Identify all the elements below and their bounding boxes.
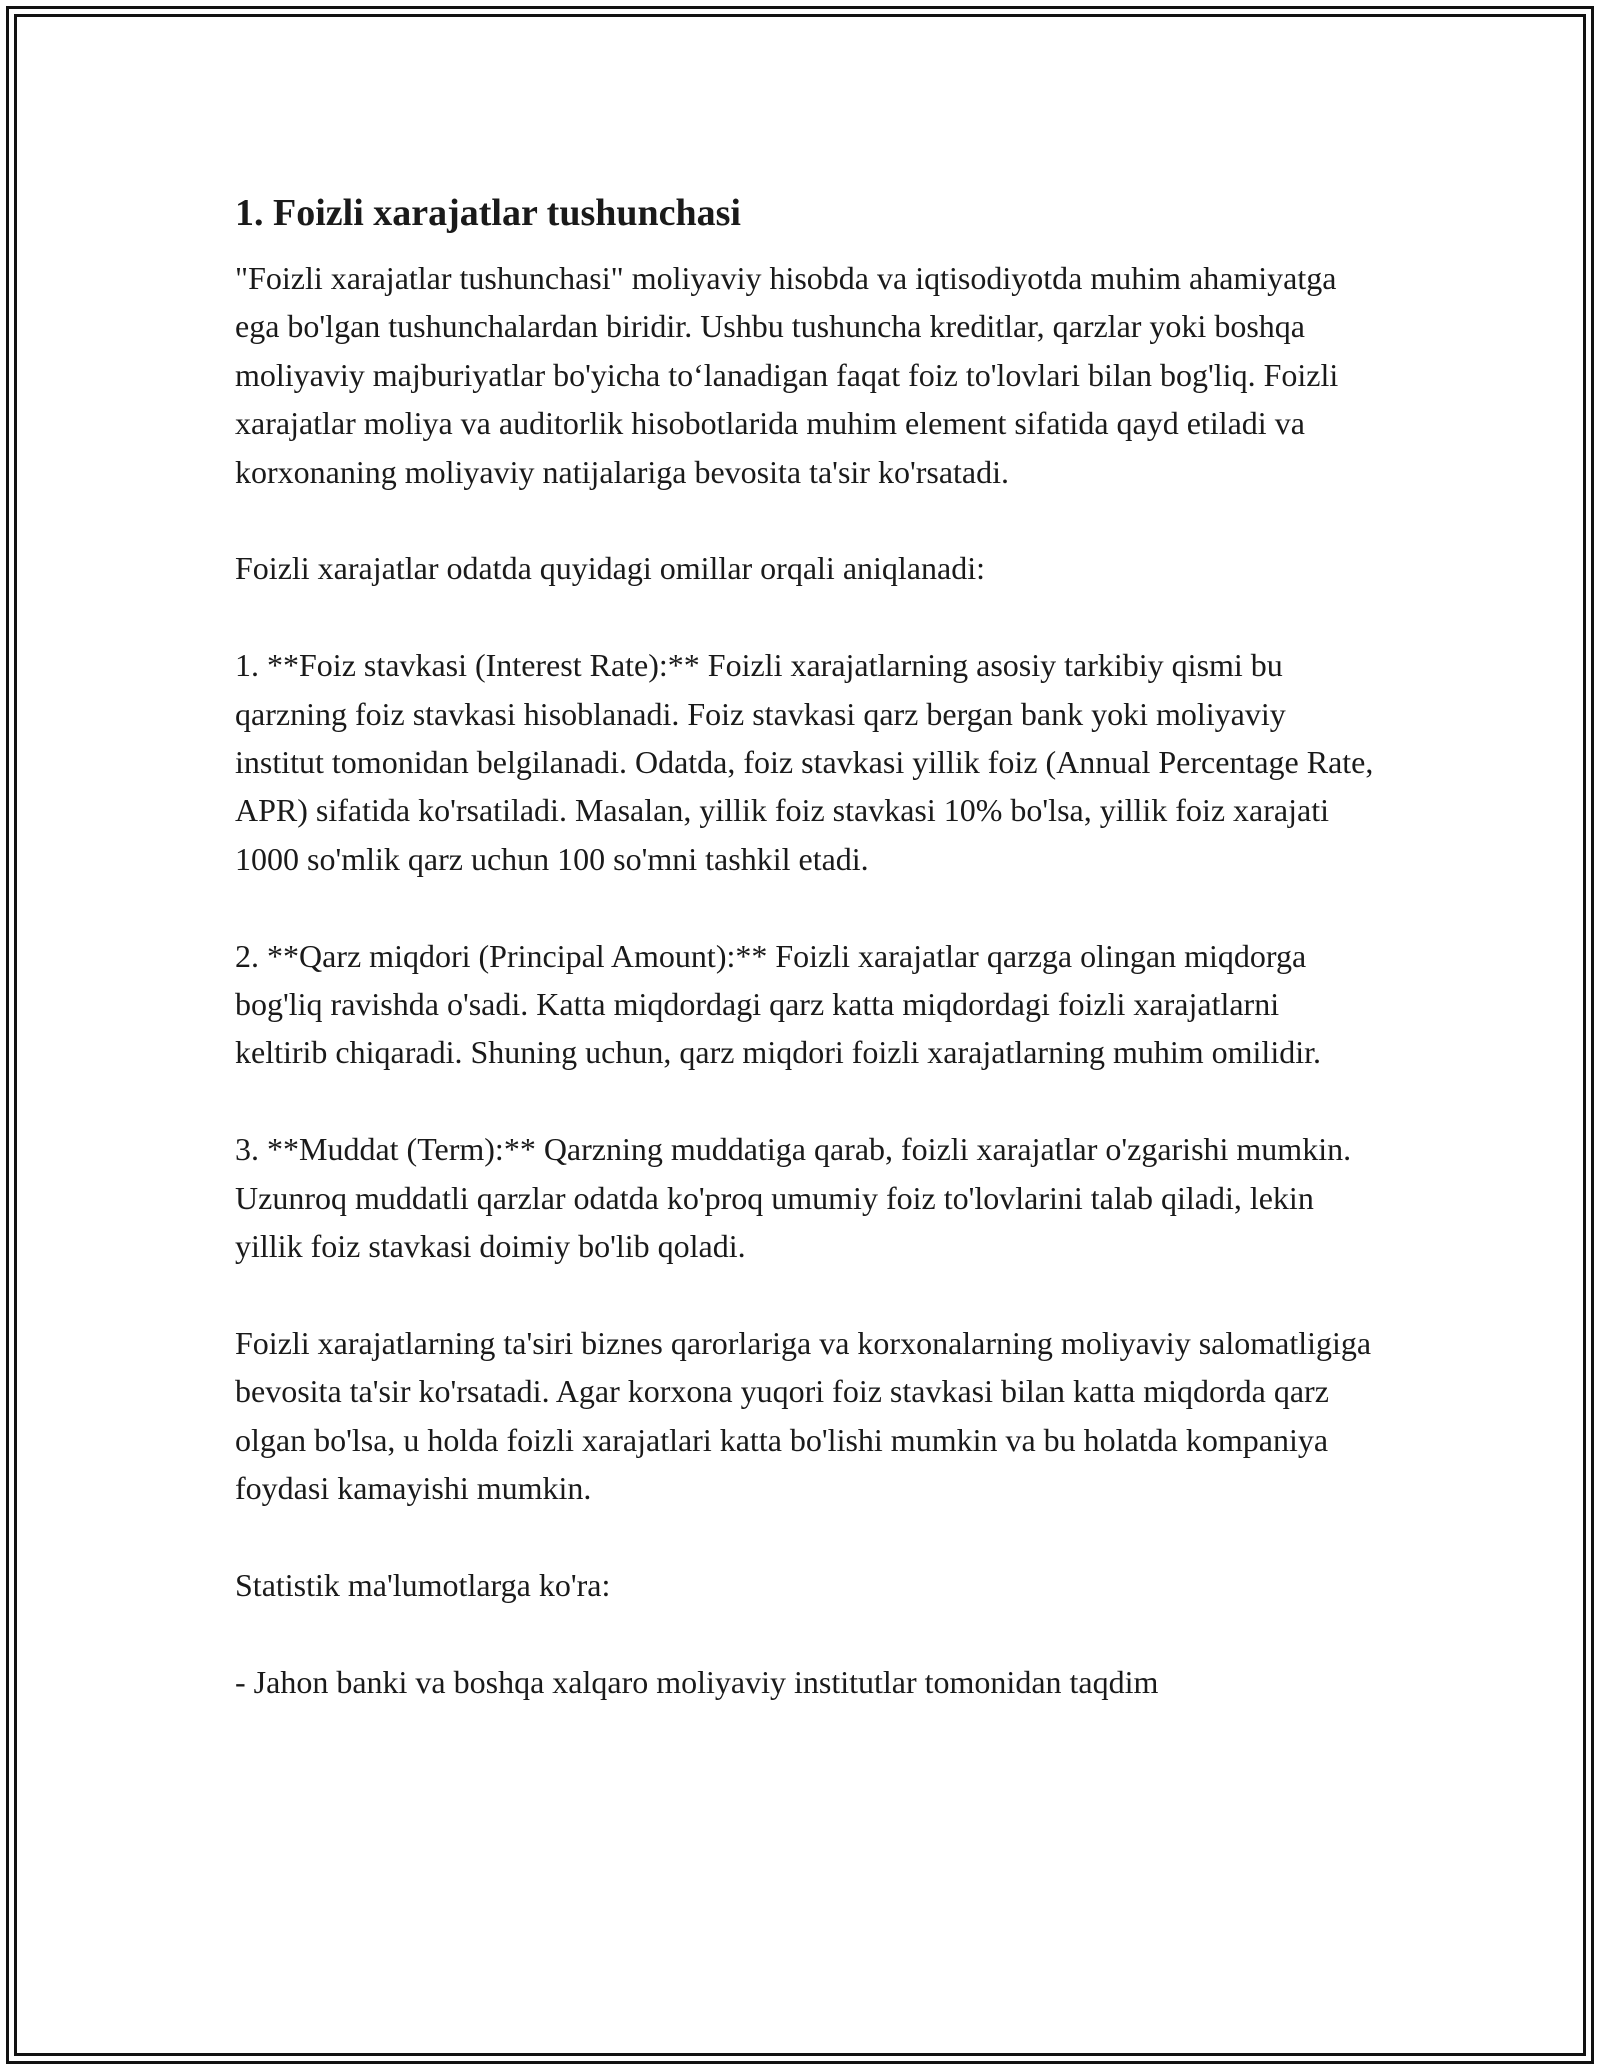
paragraph-definition: "Foizli xarajatlar tushunchasi" moliyaviy hisobda va iqtisodiyotda muhim ahamiyatga ega bo'lgan tushunchalardan biridir. Ushbu tushuncha kreditlar, qarzlar yoki boshqa moliyaviy majburiyatlar bo'yicha to‘lanadigan faqat foiz to'lovlari bilan bog'liq. Foizli xarajatlar moliya va auditorlik hisobotlarida muhim element sifatida qayd etiladi va korxonaning moliyaviy natijalariga bevosita ta'sir ko'rsatadi. [235, 260, 1339, 490]
document-body [235, 186, 1375, 1706]
paragraph-term: 3. **Muddat (Term):** Qarzning muddatiga qarab, foizli xarajatlar o'zgarishi mumkin. Uzunroq muddatli qarzlar odatda ko'proq umumiy foiz to'lovlarini talab qiladi, lekin yillik foiz stavkasi doimiy bo'lib qoladi. [235, 1131, 1352, 1265]
paragraph-statistics-item: - Jahon banki va boshqa xalqaro moliyaviy institutlar tomonidan taqdim [235, 1663, 1159, 1700]
paragraph-factors-intro: Foizli xarajatlar odatda quyidagi omillar orqali aniqlanadi: [235, 550, 985, 587]
paragraph-statistics-intro: Statistik ma'lumotlarga ko'ra: [235, 1566, 611, 1603]
section-heading: 1. Foizli xarajatlar tushunchasi [235, 192, 741, 234]
paragraph-interest-rate: 1. **Foiz stavkasi (Interest Rate):** Foizli xarajatlarning asosiy tarkibiy qismi bu qarzning foiz stavkasi hisoblanadi. Foiz stavkasi qarz bergan bank yoki moliyaviy institut tomonidan belgilanadi. Odatda, foiz stavkasi yillik foiz (Annual Percentage Rate, APR) sifatida ko'rsatiladi. Masalan, yillik foiz stavkasi 10% bo'lsa, yillik foiz xarajati 1000 so'mlik qarz uchun 100 so'mni tashkil etadi. [235, 647, 1374, 877]
paragraph-impact: Foizli xarajatlarning ta'siri biznes qarorlariga va korxonalarning moliyaviy salomatligiga bevosita ta'sir ko'rsatadi. Agar korxona yuqori foiz stavkasi bilan katta miqdorda qarz olgan bo'lsa, u holda foizli xarajatlari katta bo'lishi mumkin va bu holatda kompaniya foydasi kamayishi mumkin. [235, 1324, 1372, 1507]
paragraph-principal-amount: 2. **Qarz miqdori (Principal Amount):** Foizli xarajatlar qarzga olingan miqdorga bog'liq ravishda o'sadi. Katta miqdordagi qarz katta miqdordagi foizli xarajatlarni keltirib chiqaradi. Shuning uchun, qarz miqdori foizli xarajatlarning muhim omilidir. [235, 937, 1321, 1071]
